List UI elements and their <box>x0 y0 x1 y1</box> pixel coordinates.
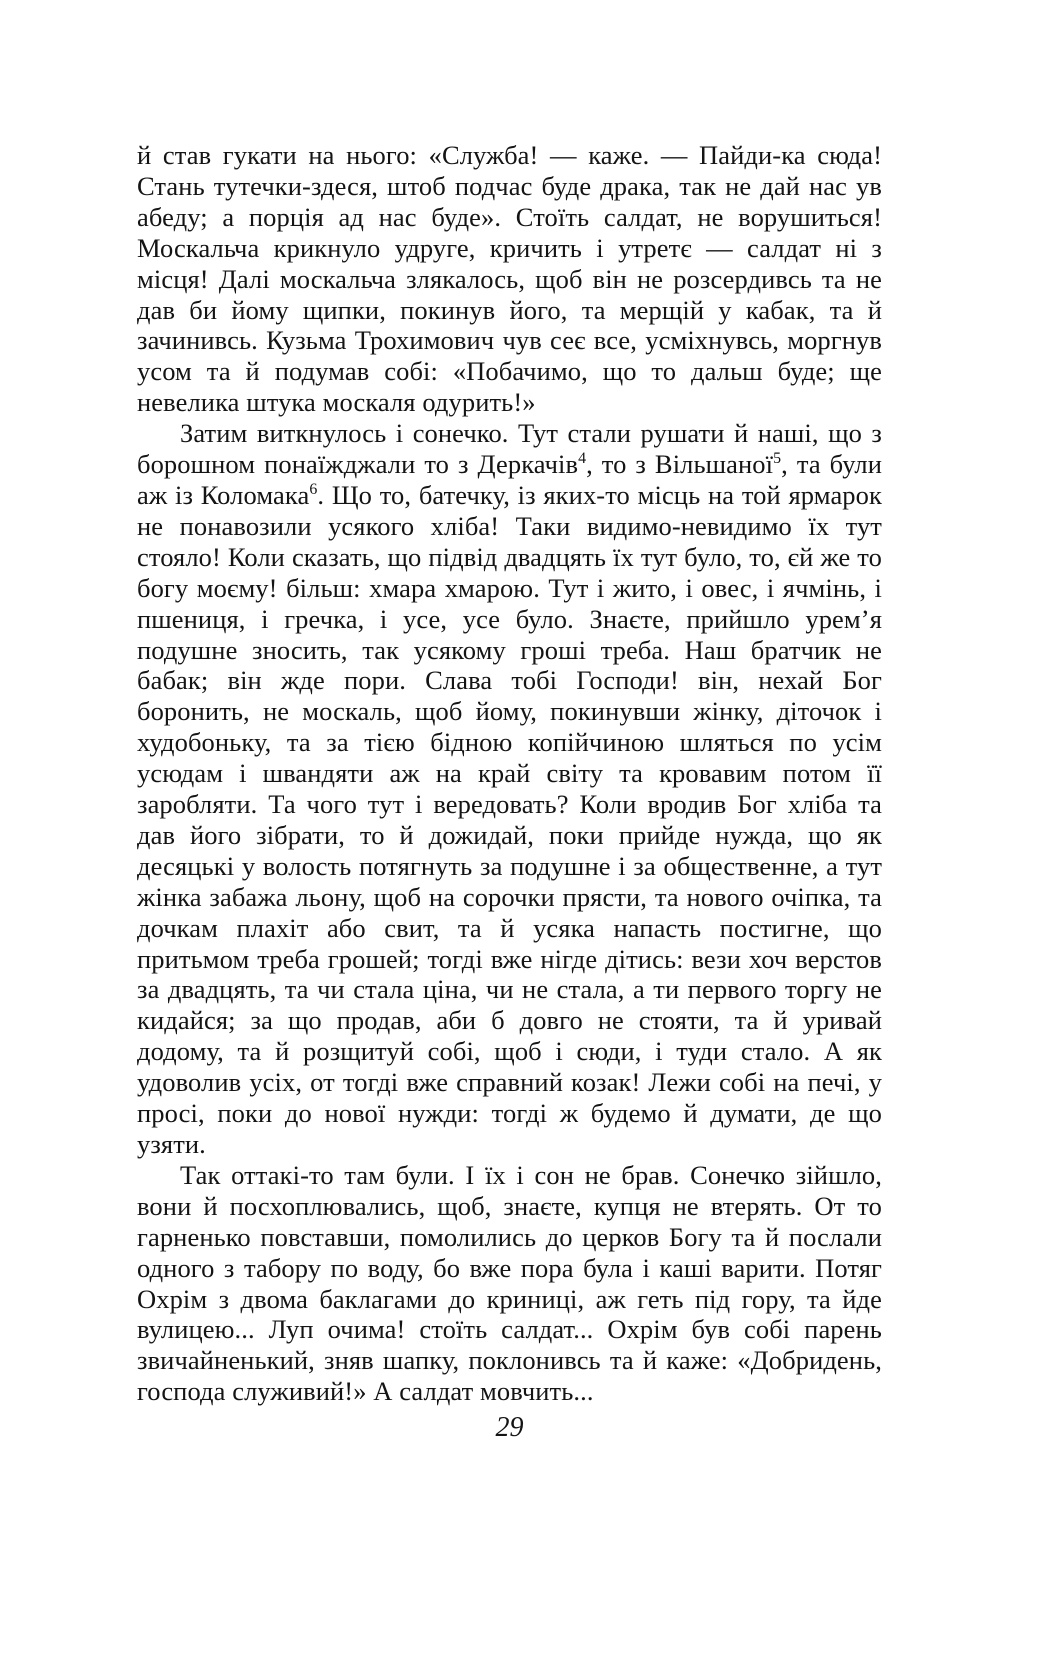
footnote-ref-6: 6 <box>309 481 318 499</box>
footnote-ref-4: 4 <box>578 450 587 468</box>
paragraph-2-segment-2: , то з Вільшаної <box>586 449 774 480</box>
paragraph-1: й став гукати на нього: «Служба! — каже. — Пайди-ка сюда! Стань тутечки-здеся, штоб подчас буде драка, так не дай нас ув абеду; а порція ад нас буде». Стоїть салдат, не ворушиться! Москальча крикнуло удруге, кричить і утретє — салдат ні з місця! Далі москальча злякалось, щоб він не розсердивсь та не дав би йому щипки, покинув його, та мерщій у кабак, та й зачинивсь. Кузьма Трохимович чув сеє все, усміхнувсь, моргнув усом та й подумав собі: «Побачимо, що то дальш буде; ще невелика штука москаля одурить!» <box>137 140 882 418</box>
page-number: 29 <box>495 1412 524 1443</box>
footnote-ref-5: 5 <box>773 450 782 468</box>
paragraph-2-segment-3: , та були аж із Коломака <box>137 449 883 510</box>
paragraph-2-segment-1: Затим виткнулось і сонечко. Тут стали рушати й наші, що з борошном понаїжджали то з Деркачів <box>137 418 882 480</box>
page-text <box>137 140 882 1407</box>
paragraph-3: Так оттакі-то там були. І їх і сон не брав. Сонечко зійшло, вони й посхоплювались, щоб, знаєте, купця не втерять. От то гарненько повставши, помолились до церков Богу та й послали одного з табору по воду, бо вже пора була і каші варити. Потяг Охрім з двома баклагами до криниці, аж геть під гору, та йде вулицею... Луп очима! стоїть салдат... Охрім був собі парень звичайненький, зняв шапку, поклонивсь та й каже: «Добридень, господа служивий!» А салдат мовчить... <box>137 1159 882 1407</box>
paragraph-2-segment-4: . Що то, батечку, із яких-то місць на той ярмарок не понавозили усякого хліба! Таки видимо-невидимо їх тут стояло! Коли сказать, що підвід двадцять їх тут було, то, єй же то богу моєму! більш: хмара хмарою. Тут і жито, і овес, і ячмінь, і пшениця, і гречка, і усе, усе було. Знаєте, прийшло урем’я подушне зносить, так усякому гроші треба. Наш братчик не бабак; він жде пори. Слава тобі Господи! він, нехай Бог боронить, не москаль, щоб йому, покинувши жінку, діточок і худобоньку, та за тією бідною копійчиною шляться по усім усюдам і швандяти аж на край світу та кровавим потом її заробляти. Та чого тут і вередовать? Коли вродив Бог хліба та дав його зібрати, то й дожидай, поки прийде нужда, що як десяцькі у волость потягнуть за подушне і за общественне, а тут жінка забажа льону, щоб на сорочки прясти, та нового очіпка, та дочкам плахіт або свит, та й усяка напасть постигне, що притьмом треба грошей; тогді вже нігде дітись: вези хоч верстов за двадцять, та чи стала ціна, чи не стала, а ти первого торгу не кидайся; за що продав, аби б довго не стояти, та й уривай додому, та й розщитуй собі, щоб і сюди, і туди стало. А як удоволив усіх, от тогді вже справний козак! Лежи собі на печі, у просі, поки до нової нужди: тогді ж будемо й думати, де що узяти. <box>137 479 882 1159</box>
paragraph-2 <box>137 418 882 1160</box>
